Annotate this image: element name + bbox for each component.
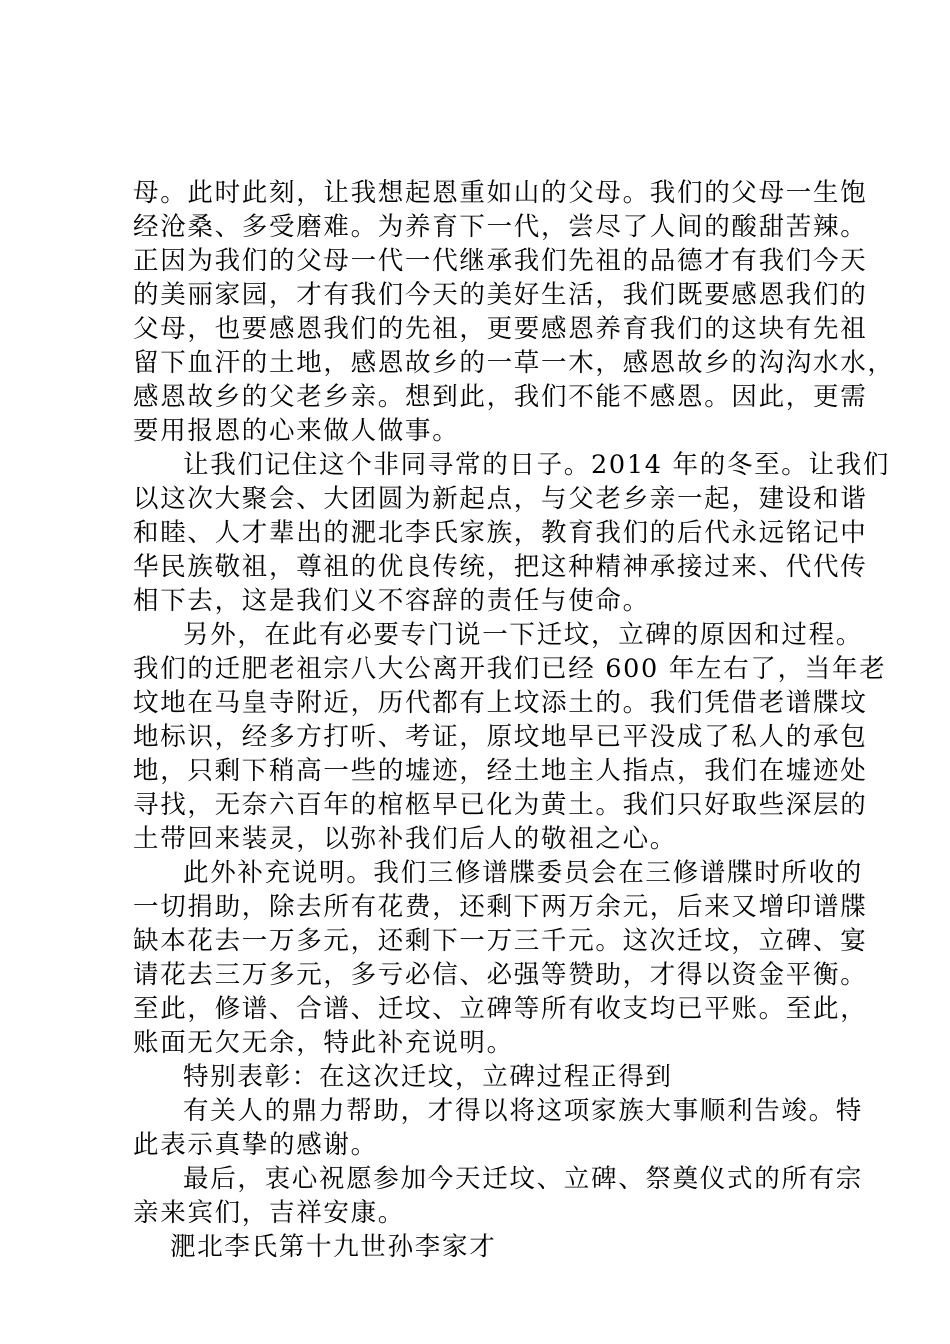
text-line: 地标识，经多方打听、考证，原坟地早已平没成了私人的承包	[133, 722, 868, 752]
text-line: 以这次大聚会、大团圆为新起点，与父老乡亲一起，建设和谐	[133, 484, 868, 514]
text-line: 要用报恩的心来做人做事。	[133, 416, 460, 446]
text-line: 至此，修谱、合谱、迁坟、立碑等所有收支均已平账。至此，	[133, 994, 868, 1024]
text-line: 母。此时此刻，让我想起恩重如山的父母。我们的父母一生饱	[133, 178, 868, 208]
text-line: 和睦、人才辈出的淝北李氏家族，教育我们的后代永远铭记中	[133, 518, 868, 548]
text-line: 正因为我们的父母一代一代继承我们先祖的品德才有我们今天	[133, 246, 868, 276]
text-line: 让我们记住这个非同寻常的日子。2014 年的冬至。让我们	[183, 450, 891, 480]
text-line: 经沧桑、多受磨难。为养育下一代，尝尽了人间的酸甜苦辣。	[133, 212, 868, 242]
text-line: 一切捐助，除去所有花费，还剩下两万余元，后来又增印谱牒	[133, 892, 868, 922]
text-line: 请花去三万多元，多亏必信、必强等赞助，才得以资金平衡。	[133, 960, 868, 990]
text-line: 缺本花去一万多元，还剩下一万三千元。这次迁坟，立碑、宴	[133, 926, 868, 956]
text-line: 此外补充说明。我们三修谱牒委员会在三修谱牒时所收的	[183, 858, 864, 888]
text-line: 的美丽家园，才有我们今天的美好生活，我们既要感恩我们的	[133, 280, 868, 310]
text-line: 此表示真挚的感谢。	[133, 1130, 378, 1160]
text-line: 寻找，无奈六百年的棺柩早已化为黄土。我们只好取些深层的	[133, 790, 868, 820]
text-line: 华民族敬祖，尊祖的优良传统，把这种精神承接过来、代代传	[133, 552, 868, 582]
signature-line: 淝北李氏第十九世孙李家才	[170, 1232, 497, 1262]
text-line: 相下去，这是我们义不容辞的责任与使命。	[133, 586, 650, 616]
text-line: 留下血汗的土地，感恩故乡的一草一木，感恩故乡的沟沟水水，	[133, 348, 895, 378]
text-line: 有关人的鼎力帮助，才得以将这项家族大事顺利告竣。特	[183, 1096, 864, 1126]
text-line: 亲来宾们，吉祥安康。	[133, 1198, 406, 1228]
text-line: 账面无欠无余，特此补充说明。	[133, 1028, 514, 1058]
text-line: 坟地在马皇寺附近，历代都有上坟添土的。我们凭借老谱牒坟	[133, 688, 868, 718]
text-line: 地，只剩下稍高一些的墟迹，经土地主人指点，我们在墟迹处	[133, 756, 868, 786]
text-line: 特别表彰：在这次迁坟，立碑过程正得到	[183, 1062, 673, 1092]
text-line: 最后，衷心祝愿参加今天迁坟、立碑、祭奠仪式的所有宗	[183, 1164, 864, 1194]
text-line: 父母，也要感恩我们的先祖，更要感恩养育我们的这块有先祖	[133, 314, 868, 344]
text-line: 另外，在此有必要专门说一下迁坟，立碑的原因和过程。	[183, 620, 864, 650]
text-line: 感恩故乡的父老乡亲。想到此，我们不能不感恩。因此，更需	[133, 382, 868, 412]
text-line: 土带回来装灵，以弥补我们后人的敬祖之心。	[133, 824, 678, 854]
text-line: 我们的迁肥老祖宗八大公离开我们已经 600 年左右了，当年老	[133, 654, 887, 684]
